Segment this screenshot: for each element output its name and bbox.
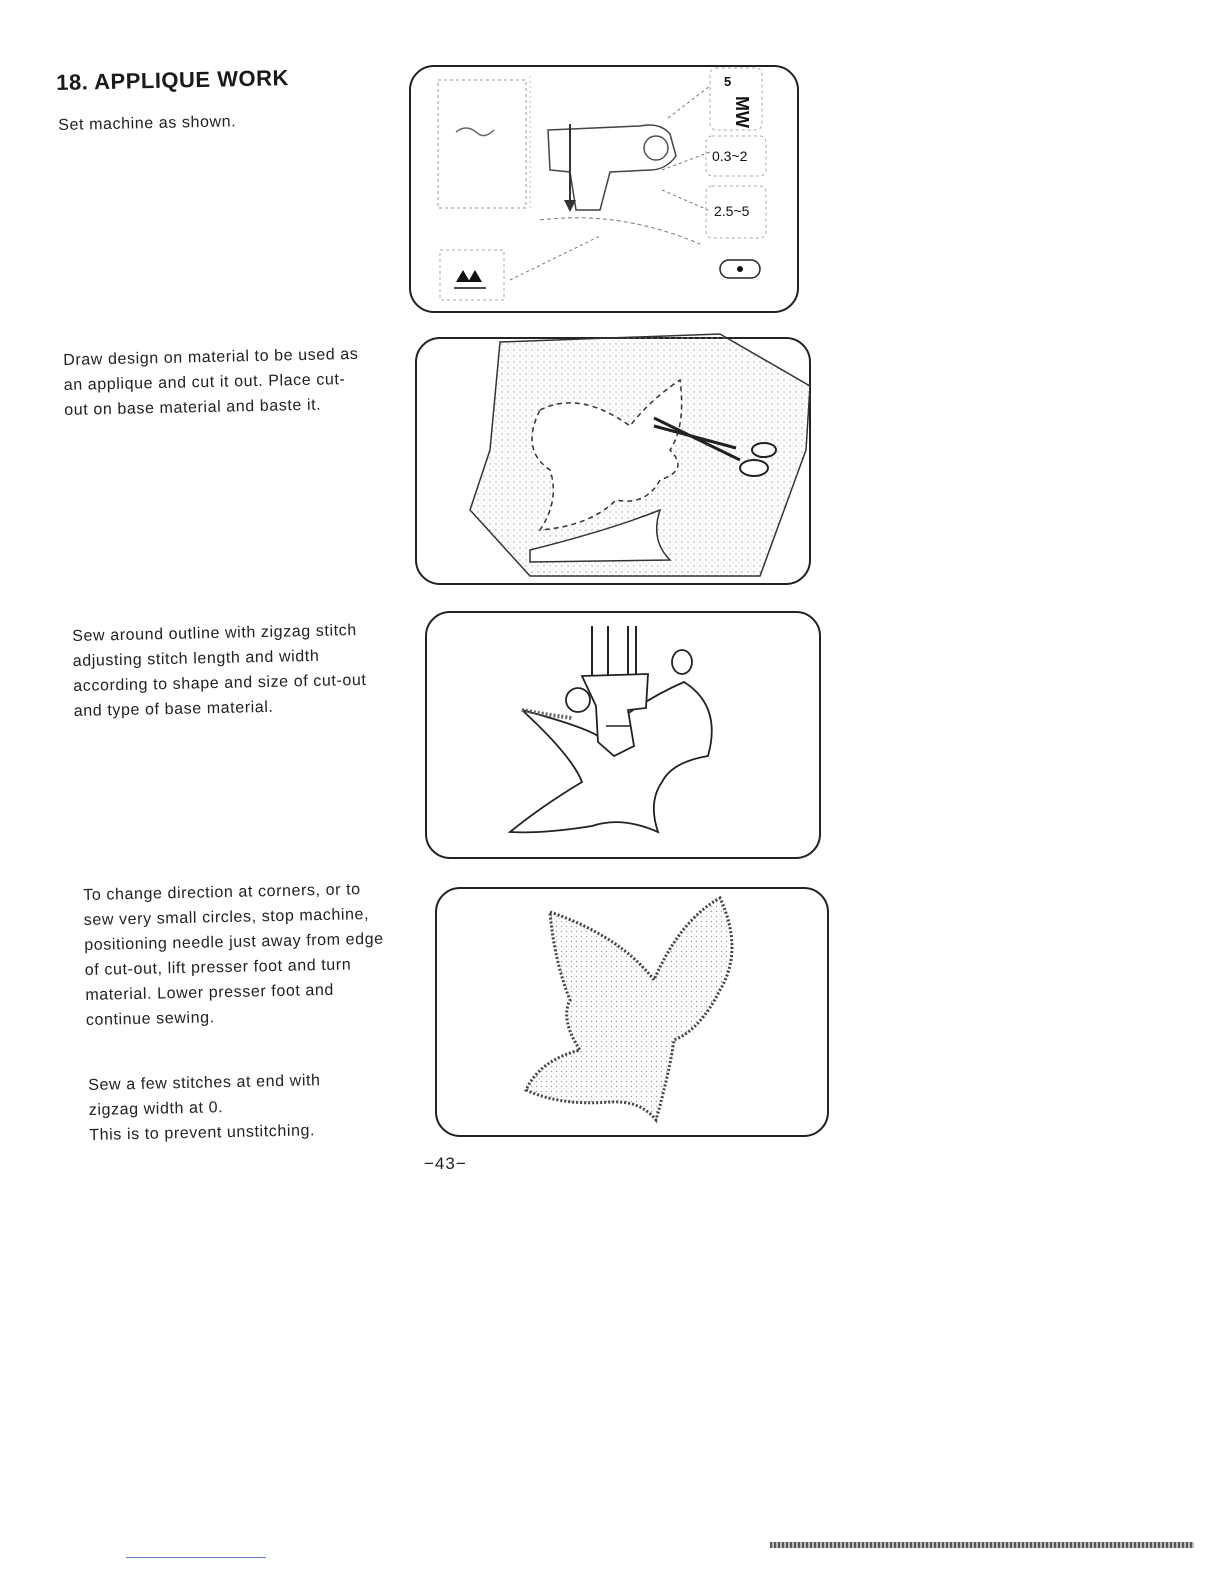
step-sew-around: Sew around outline with zigzag stitch adjusting stitch length and width according to shape and size of cut-out and type of base material. <box>72 622 367 720</box>
step-change-direction: To change direction at corners, or to sew very small circles, stop machine, positioning needle just away from edge of cut-out, lift presser foot and turn material. Lower presser foot and continue sewing. <box>83 881 384 1029</box>
few-stitches-line-3: This is to prevent unstitching. <box>89 1122 316 1144</box>
pattern-number: 5 <box>724 74 732 89</box>
cut-out-illustration <box>410 330 814 588</box>
step-set-machine: Set machine as shown. <box>58 113 237 134</box>
bobbin-indicator-dot <box>737 266 743 272</box>
section-title: 18. APPLIQUE WORK <box>56 65 290 95</box>
page-number: −43− <box>424 1154 467 1173</box>
step-draw-design: Draw design on material to be used as an applique and cut it out. Place cut-out on base material and baste it. <box>63 345 359 419</box>
finished-applique-illustration <box>430 880 834 1140</box>
scan-artifact-line <box>126 1557 266 1558</box>
stitch-width-value: 0.3~2 <box>712 148 748 164</box>
few-stitches-line-1: Sew a few stitches at end with <box>88 1072 321 1094</box>
sewing-illustration <box>422 606 824 864</box>
scan-artifact-bar <box>770 1542 1194 1548</box>
pattern-selector-label: MW <box>732 96 752 128</box>
stitch-length-value: 2.5~5 <box>714 203 750 219</box>
step-few-stitches <box>88 1067 390 1148</box>
few-stitches-line-2: zigzag width at 0. <box>88 1099 224 1119</box>
machine-settings-illustration <box>400 60 804 316</box>
